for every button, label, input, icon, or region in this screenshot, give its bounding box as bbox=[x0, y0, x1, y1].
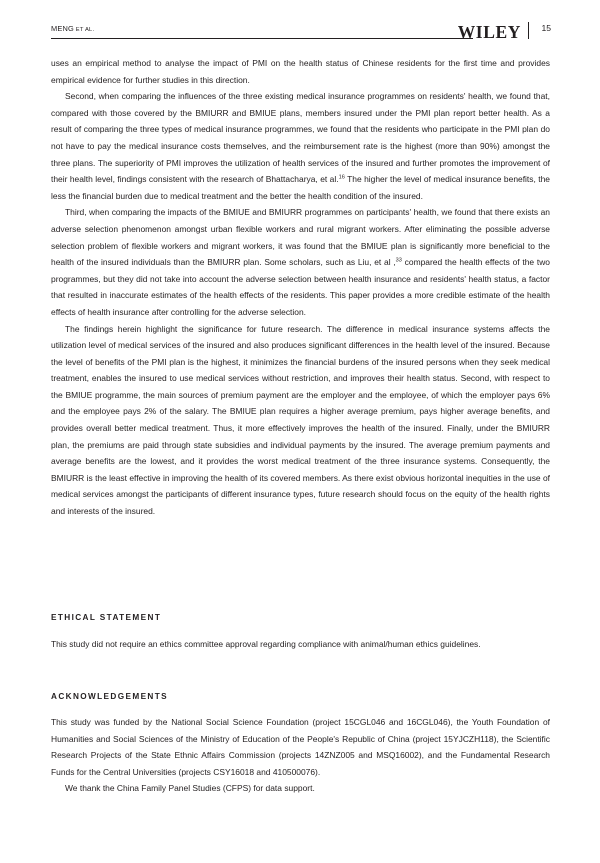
paragraph-1: uses an empirical method to analyse the impact of PMI on the health status of Chinese residents for the first time and provides empirical evidence for further studies in this direction. bbox=[51, 58, 550, 85]
paragraph-3-text-b: compared the health effects of the two programmes, but they did not take into account the adverse selection between health insurance and residents' health status, a factor that resulted in inaccurate estimates of the health effects of the residents. This paper provides a more credible estimate of the health effects of health insurance after controlling for the adverse selection. bbox=[51, 257, 551, 317]
ethics-heading: ETHICAL STATEMENT bbox=[51, 613, 162, 622]
author-suffix: ET AL. bbox=[73, 27, 95, 33]
paragraph-3 bbox=[51, 204, 550, 320]
author-name: MENG bbox=[51, 24, 74, 33]
running-header bbox=[51, 20, 551, 44]
header-rule bbox=[51, 38, 473, 39]
ethics-text: This study did not require an ethics committee approval regarding compliance with animal/human ethics guidelines. bbox=[51, 639, 481, 649]
paragraph-3-text-a: Third, when comparing the impacts of the BMIUE and BMIURR programmes on participants' health, we found that there exists an adverse selection phenomenon amongst urban flexible workers and rural migrant workers. After eliminating the possible adverse selection problem of flexible workers and migrant workers, it was found that the BMIUE plan is significantly more beneficial to the health of the insured individuals than the BMIURR plan. Some scholars, such as Liu, et al , bbox=[51, 207, 550, 268]
acknowledgements-paragraph-2: We thank the China Family Panel Studies (CFPS) for data support. bbox=[65, 783, 315, 794]
citation-ref[interactable]: 16 bbox=[338, 174, 345, 181]
acknowledgements-paragraph-1: This study was funded by the National Social Science Foundation (project 15CGL046 and 16CGL046), the Youth Foundation of Humanities and Social Sciences of the Ministry of Education of the People's Republic of China (project 15YJCZH118), the Scientific Research Projects of the State Ethnic Affairs Commission (projects 14ZNZ005 and MSQ16002), and the Fundamental Research Funds for the Central Universities (projects CSY16018 and 410500076). bbox=[51, 717, 550, 777]
header-separator bbox=[528, 22, 529, 39]
acknowledgements-heading: ACKNOWLEDGEMENTS bbox=[51, 692, 169, 701]
ethics-section bbox=[51, 636, 550, 653]
paragraph-2-text-a: Second, when comparing the influences of the three existing medical insurance programmes on residents' health, we found that, compared with those covered by the BMIURR and BMIUE plans, members insured under the PMI plan report better health. As a result of comparing the three types of medical insurance programmes, we found that the residents who participate in the PMI plan do not have to pay the medical insurance costs themselves, and the reimbursement rate is the highest (more than 90%) amongst the three plans. The superiority of PMI improves the utilization of health services of the insured and further promotes the improvement of their health level, findings consistent with the research of Bhattacharya, et al. bbox=[51, 91, 550, 185]
journal-logo: WILEY bbox=[457, 22, 521, 42]
running-author bbox=[51, 24, 94, 33]
paragraph-2-text-b: The higher the level of medical insurance benefits, the less the financial burden due to medical treatment and the better the health condition of the insured. bbox=[51, 174, 550, 201]
main-body bbox=[51, 55, 550, 520]
acknowledgements-section bbox=[51, 714, 550, 797]
paragraph-4: The findings herein highlight the significance for future research. The difference in medical insurance systems affects the utilization level of medical services of the insured and also produces significant differences in the health level of the insured. Because the level of benefits of the PMI plan is the highest, it minimizes the financial burdens of the insured persons when they seek medical treatment, enables the insured to use medical services without restriction, and improves their health status. Second, with respect to the BMIUE programme, the main sources of premium payment are the employer and the employee, of which the employer pays 6% and the employee pays 2% of the salary. The BMIUE plan requires a higher average premium, pays higher average benefits, and provides overall better medical treatment. Thus, it more effectively improves the health of the insured. Finally, under the BMIURR plan, the premiums are paid through state subsidies and individual payments by the insured. The average premium payments and average benefits are the lowest, and it provides the worst medical treatment of the three insurance systems. Consequently, the BMIURR is the least effective in improving the health of its covered members. As there exist obvious horizontal inequities in the use of medical services amongst the participants of different insurance types, future research should focus on the equity of the health rights and interests of the insured. bbox=[51, 323, 550, 517]
page-number: 15 bbox=[541, 23, 551, 33]
paragraph-2 bbox=[51, 88, 550, 204]
citation-ref[interactable]: 33 bbox=[395, 257, 402, 264]
